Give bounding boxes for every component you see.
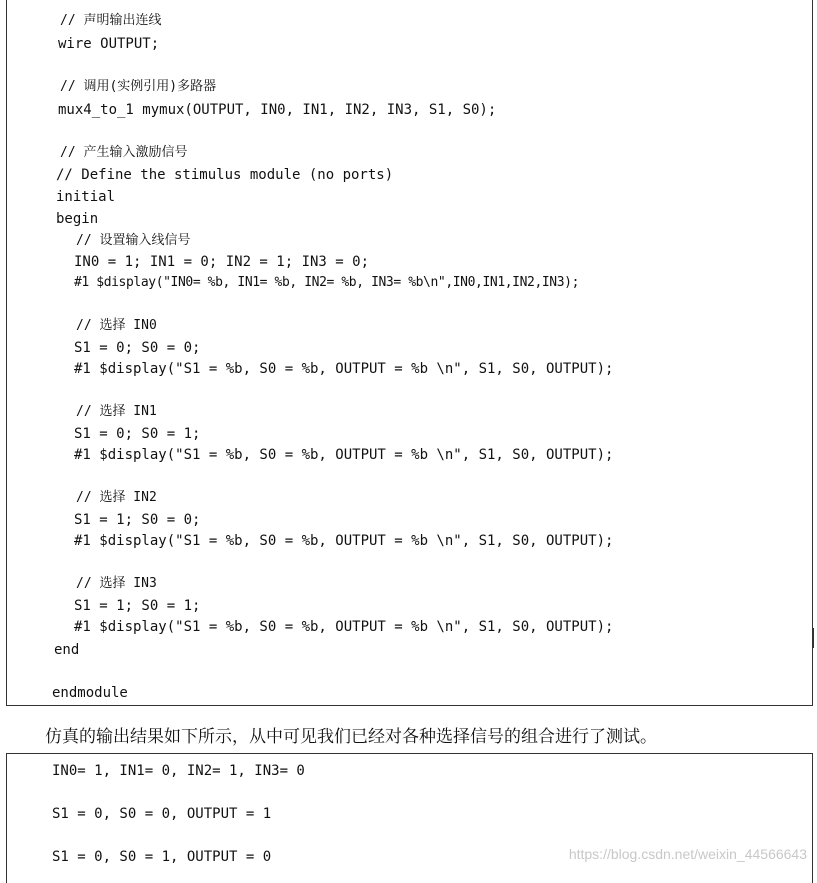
output-line: S1 = 0, S0 = 0, OUTPUT = 1 — [52, 806, 272, 822]
watermark-text: https://blog.csdn.net/weixin_44566643 — [568, 846, 807, 862]
code-line-comment: // 调用(实例引用)多路器 — [60, 79, 217, 94]
code-line-comment: // 设置输入线信号 — [76, 233, 191, 248]
code-line: initial — [56, 189, 116, 205]
code-line: #1 $display("S1 = %b, S0 = %b, OUTPUT = %b \n", S1, S0, OUTPUT); — [74, 533, 614, 549]
right-edge-mark — [812, 628, 814, 648]
code-line: #1 $display("S1 = %b, S0 = %b, OUTPUT = %b \n", S1, S0, OUTPUT); — [74, 447, 614, 463]
code-line: #1 $display("IN0= %b, IN1= %b, IN2= %b, IN3= %b\n",IN0,IN1,IN2,IN3); — [74, 275, 580, 290]
code-line: #1 $display("S1 = %b, S0 = %b, OUTPUT = %b \n", S1, S0, OUTPUT); — [74, 619, 614, 635]
output-line: IN0= 1, IN1= 0, IN2= 1, IN3= 0 — [52, 763, 305, 779]
output-line: S1 = 0, S0 = 1, OUTPUT = 0 — [52, 849, 272, 865]
code-line: S1 = 0; S0 = 1; — [74, 426, 201, 442]
code-line: S1 = 0; S0 = 0; — [74, 340, 201, 356]
code-line-comment: // 选择 IN2 — [76, 490, 157, 505]
code-line: end — [54, 642, 80, 658]
code-line-comment: // 产生输入激励信号 — [60, 145, 188, 160]
code-line: S1 = 1; S0 = 1; — [74, 598, 201, 614]
code-line: wire OUTPUT; — [58, 36, 160, 52]
code-line-comment: // 选择 IN1 — [76, 404, 157, 419]
code-line: IN0 = 1; IN1 = 0; IN2 = 1; IN3 = 0; — [74, 254, 370, 270]
code-line: mux4_to_1 mymux(OUTPUT, IN0, IN1, IN2, IN3, S1, S0); — [58, 102, 497, 118]
code-line: S1 = 1; S0 = 0; — [74, 512, 201, 528]
code-line: endmodule — [52, 685, 128, 701]
code-line: begin — [56, 211, 99, 227]
simulation-description: 仿真的输出结果如下所示，从中可见我们已经对各种选择信号的组合进行了测试。 — [45, 727, 657, 747]
code-line-comment: // 选择 IN3 — [76, 576, 157, 591]
code-line-comment: // 声明输出连线 — [60, 13, 162, 28]
code-line: #1 $display("S1 = %b, S0 = %b, OUTPUT = %b \n", S1, S0, OUTPUT); — [74, 361, 614, 377]
code-line: // Define the stimulus module (no ports) — [56, 167, 394, 183]
code-line-comment: // 选择 IN0 — [76, 318, 157, 333]
